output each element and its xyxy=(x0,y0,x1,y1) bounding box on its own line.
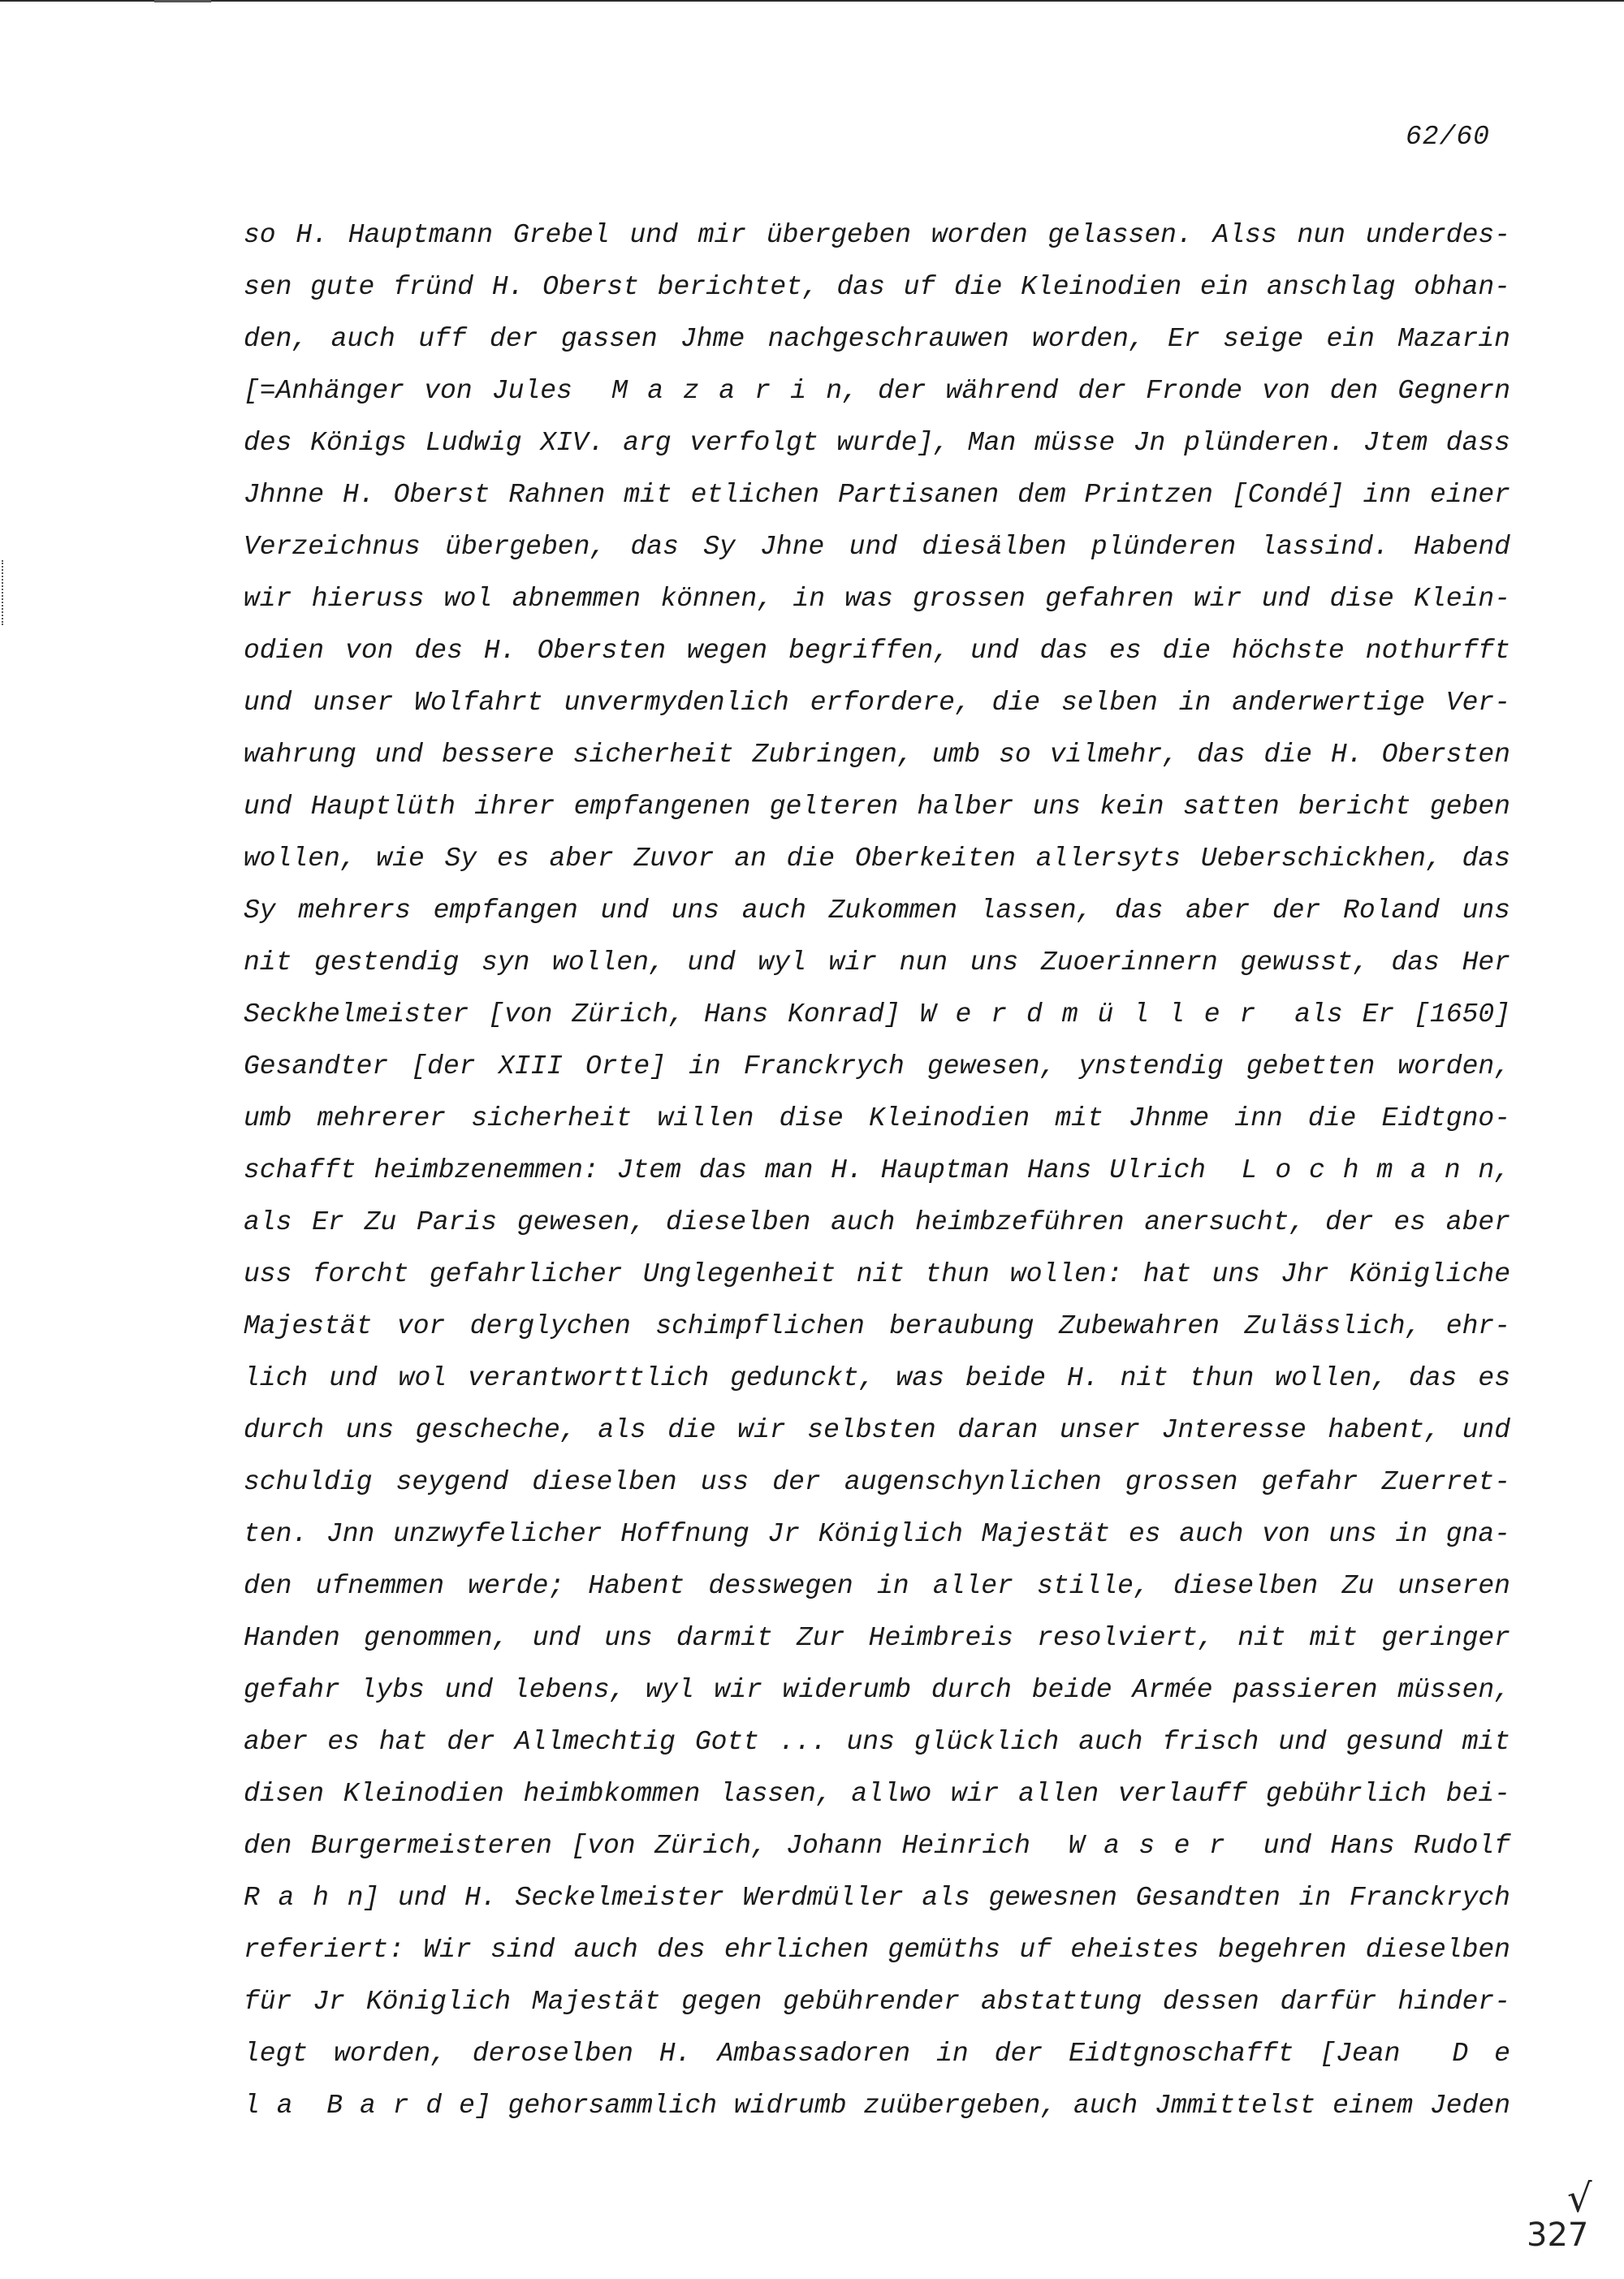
page-top-edge xyxy=(0,0,1624,2)
page-number: 62/60 xyxy=(1405,122,1490,152)
text-line: Jhnne H. Oberst Rahnen mit etlichen Partisanen dem Printzen [Condé] inn einer xyxy=(244,480,1510,510)
text-line: schuldig seygend dieselben uss der augenschynlichen grossen gefahr Zuerret- xyxy=(244,1467,1510,1497)
archive-folio-number: 327 xyxy=(1527,2216,1589,2254)
text-line: lich und wol verantworttlich gedunckt, was beide H. nit thun wollen, das es xyxy=(244,1363,1510,1393)
text-line: und Hauptlüth ihrer empfangenen gelteren halber uns kein satten bericht geben xyxy=(244,792,1510,822)
text-line: legt worden, deroselben H. Ambassadoren in der Eidtgnoschafft [Jean D e xyxy=(244,2039,1510,2069)
text-line: wollen, wie Sy es aber Zuvor an die Oberkeiten allersyts Ueberschickhen, das xyxy=(244,844,1510,874)
top-edge-mark xyxy=(154,0,211,2)
text-line: Majestät vor derglychen schimpflichen beraubung Zubewahren Zulässlich, ehr- xyxy=(244,1311,1510,1341)
text-line: referiert: Wir sind auch des ehrlichen gemüths uf eheistes begehren dieselben xyxy=(244,1935,1510,1965)
text-line: nit gestendig syn wollen, und wyl wir nun uns Zuoerinnern gewusst, das Her xyxy=(244,947,1510,978)
text-line: Handen genommen, und uns darmit Zur Heimbreis resolviert, nit mit geringer xyxy=(244,1623,1510,1653)
text-line: den, auch uff der gassen Jhme nachgeschrauwen worden, Er seige ein Mazarin xyxy=(244,324,1510,354)
text-line: [=Anhänger von Jules M a z a r i n, der während der Fronde von den Gegnern xyxy=(244,376,1510,406)
text-line: wahrung und bessere sicherheit Zubringen, umb so vilmehr, das die H. Obersten xyxy=(244,740,1510,770)
text-line: odien von des H. Obersten wegen begriffen, und das es die höchste nothurfft xyxy=(244,636,1510,666)
text-line: den ufnemmen werde; Habent desswegen in aller stille, dieselben Zu unseren xyxy=(244,1571,1510,1601)
text-line: umb mehrerer sicherheit willen dise Kleinodien mit Jhnme inn die Eidtgno- xyxy=(244,1103,1510,1133)
text-line: disen Kleinodien heimbkommen lassen, allwo wir allen verlauff gebührlich bei- xyxy=(244,1779,1510,1809)
text-line: für Jr Königlich Majestät gegen gebührender abstattung dessen darfür hinder- xyxy=(244,1987,1510,2017)
left-margin-mark xyxy=(2,560,10,625)
text-line: Gesandter [der XIII Orte] in Franckrych gewesen, ynstendig gebetten worden, xyxy=(244,1051,1510,1081)
text-line: Sy mehrers empfangen und uns auch Zukommen lassen, das aber der Roland uns xyxy=(244,896,1510,926)
text-line: ten. Jnn unzwyfelicher Hoffnung Jr Königlich Majestät es auch von uns in gna- xyxy=(244,1519,1510,1549)
text-line: so H. Hauptmann Grebel und mir übergeben worden gelassen. Alss nun underdes- xyxy=(244,220,1510,250)
text-line: uss forcht gefahrlicher Unglegenheit nit thun wollen: hat uns Jhr Königliche xyxy=(244,1259,1510,1289)
text-line: des Königs Ludwig XIV. arg verfolgt wurde], Man müsse Jn plünderen. Jtem dass xyxy=(244,428,1510,458)
text-line: schafft heimbzenemmen: Jtem das man H. Hauptman Hans Ulrich L o c h m a n n, xyxy=(244,1155,1510,1185)
text-line: als Er Zu Paris gewesen, dieselben auch heimbzeführen anersucht, der es aber xyxy=(244,1207,1510,1237)
text-line: aber es hat der Allmechtig Gott ... uns glücklich auch frisch und gesund mit xyxy=(244,1727,1510,1757)
text-line: durch uns gescheche, als die wir selbsten daran unser Jnteresse habent, und xyxy=(244,1415,1510,1445)
text-line: gefahr lybs und lebens, wyl wir widerumb durch beide Armée passieren müssen, xyxy=(244,1675,1510,1705)
text-line: und unser Wolfahrt unvermydenlich erfordere, die selben in anderwertige Ver- xyxy=(244,688,1510,718)
text-line: Seckhelmeister [von Zürich, Hans Konrad] W e r d m ü l l e r als Er [1650] xyxy=(244,999,1510,1029)
text-line: den Burgermeisteren [von Zürich, Johann Heinrich W a s e r und Hans Rudolf xyxy=(244,1831,1510,1861)
text-line: wir hieruss wol abnemmen können, in was grossen gefahren wir und dise Klein- xyxy=(244,584,1510,614)
text-line: sen gute fründ H. Oberst berichtet, das uf die Kleinodien ein anschlag obhan- xyxy=(244,272,1510,302)
text-line: Verzeichnus übergeben, das Sy Jhne und diesälben plünderen lassind. Habend xyxy=(244,532,1510,562)
body-text xyxy=(244,209,1510,2132)
text-line: R a h n] und H. Seckelmeister Werdmüller als gewesnen Gesandten in Franckrych xyxy=(244,1883,1510,1913)
text-line: l a B a r d e] gehorsammlich widrumb zuübergeben, auch Jmmittelst einem Jeden xyxy=(244,2091,1510,2121)
check-mark: √ xyxy=(1567,2176,1592,2221)
